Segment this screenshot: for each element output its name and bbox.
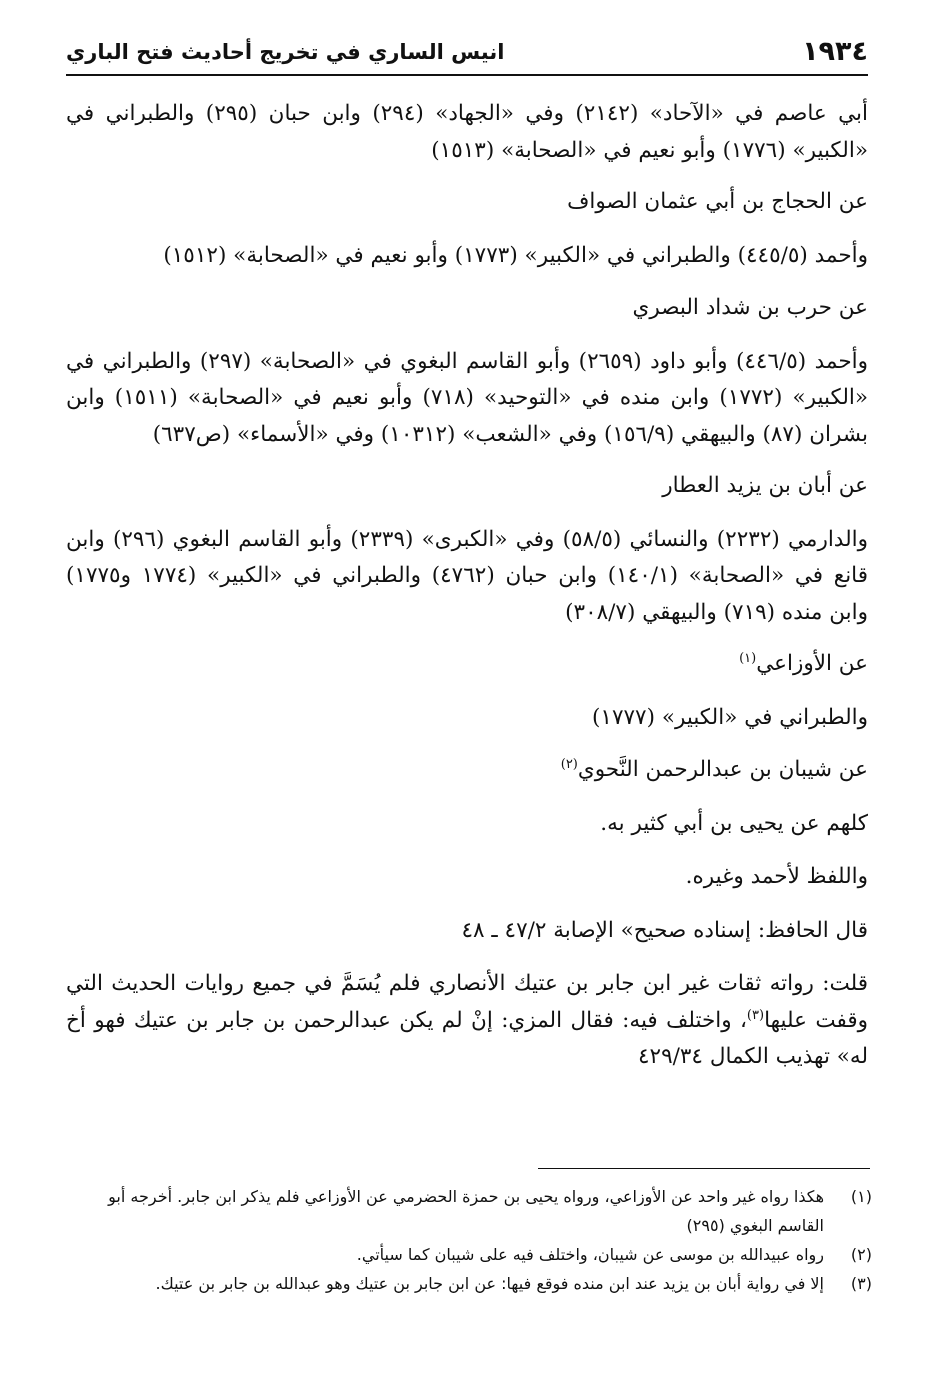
narrator-line — [66, 646, 868, 683]
footnote-text: إلا في رواية أبان بن يزيد عند ابن منده فوقع فيها: عن ابن جابر بن عتيك وهو عبدالله بن جابر بن عتيك. — [155, 1274, 824, 1293]
page-number: ١٩٣٤ — [802, 36, 868, 67]
footnote-number: (٣) — [850, 1274, 872, 1293]
commentary-paragraph — [66, 966, 868, 1076]
narrator-text: عن الأوزاعي — [756, 651, 868, 676]
footnote-ref[interactable]: (١) — [739, 650, 757, 666]
footnote-number: (١) — [850, 1187, 872, 1206]
narrator-line: عن الحجاج بن أبي عثمان الصواف — [567, 189, 868, 214]
citation-paragraph: وأحمد (٤٤٥/٥) والطبراني في «الكبير» (١٧٧٣) وأبو نعيم في «الصحابة» (١٥١٢) — [163, 242, 868, 268]
citation-paragraph: والدارمي (٢٢٣٢) والنسائي (٥٨/٥) وفي «الكبرى» (٢٣٣٩) وأبو القاسم البغوي (٢٩٦) وابن قانع في «الصحابة» (١٤٠/١) وابن حبان (٤٧٦٢) والطبراني في «الكبير» (١٧٧٤ و١٧٧٥) وابن منده (٧١٩) والبيهقي (٣٠٨/٧) — [66, 526, 869, 625]
summary-line: كلهم عن يحيى بن أبي كثير به. — [600, 810, 868, 836]
footnote-ref[interactable]: (٢) — [560, 756, 578, 772]
running-title: انيس الساري في تخريج أحاديث فتح الباري — [66, 40, 505, 64]
wording-note: واللفظ لأحمد وغيره. — [685, 864, 868, 889]
citation-paragraph: والطبراني في «الكبير» (١٧٧٧) — [592, 704, 868, 730]
footnote-text: رواه عبيدالله بن موسى عن شيبان، واختلف فيه على شيبان كما سيأتي. — [356, 1245, 824, 1264]
footnote-text: هكذا رواه غير واحد عن الأوزاعي، ورواه يحيى بن حمزة الحضرمي عن الأوزاعي فلم يذكر ابن جابر. أخرجه أبو القاسم البغوي (٢٩٥) — [108, 1187, 824, 1235]
page-header — [66, 36, 868, 76]
footnote-ref[interactable]: (٣) — [746, 1007, 765, 1023]
narrator-line: عن حرب بن شداد البصري — [632, 295, 868, 320]
citation-paragraph: أبي عاصم في «الآحاد» (٢١٤٢) وفي «الجهاد» (٢٩٤) وابن حبان (٢٩٥) والطبراني في «الكبير» (١٧٧٦) وأبو نعيم في «الصحابة» (١٥١٣) — [66, 101, 869, 163]
hafiz-quote: قال الحافظ: إسناده صحيح» الإصابة ٤٧/٢ ـ ٤٨ — [461, 917, 868, 943]
footnote — [66, 1182, 872, 1240]
footnote-divider — [538, 1168, 870, 1169]
citation-paragraph: وأحمد (٤٤٦/٥) وأبو داود (٢٦٥٩) وأبو القاسم البغوي في «الصحابة» (٢٩٧) والطبراني في «الكبير» (١٧٧٢) وابن منده في «التوحيد» (٧١٨) وأبو نعيم في «الصحابة» (١٥١١) وابن بشران (٨٧) والبيهقي (١٥٦/٩) وفي «الشعب» (١٠٣١٢) وفي «الأسماء» (ص٦٣٧) — [66, 348, 868, 447]
commentary-text: ، واختلف فيه: فقال المزي: إنْ لم يكن عبدالرحمن بن جابر بن عتيك فهو أخ له» تهذيب الكمال ٤٢٩/٣٤ — [66, 1007, 868, 1069]
footnote-number: (٢) — [850, 1245, 872, 1264]
narrator-text: عن شيبان بن عبدالرحمن النَّحوي — [577, 757, 868, 782]
footnotes — [66, 1182, 872, 1298]
narrator-line: عن أبان بن يزيد العطار — [662, 473, 868, 498]
commentary-text: قلت: رواته ثقات غير ابن جابر بن عتيك الأنصاري فلم يُسَمَّ في جميع روايات الحديث التي وقفت عليها — [66, 971, 868, 1033]
narrator-line — [66, 752, 868, 789]
footnote — [66, 1240, 872, 1269]
main-text — [66, 96, 868, 1091]
footnote — [66, 1269, 872, 1298]
